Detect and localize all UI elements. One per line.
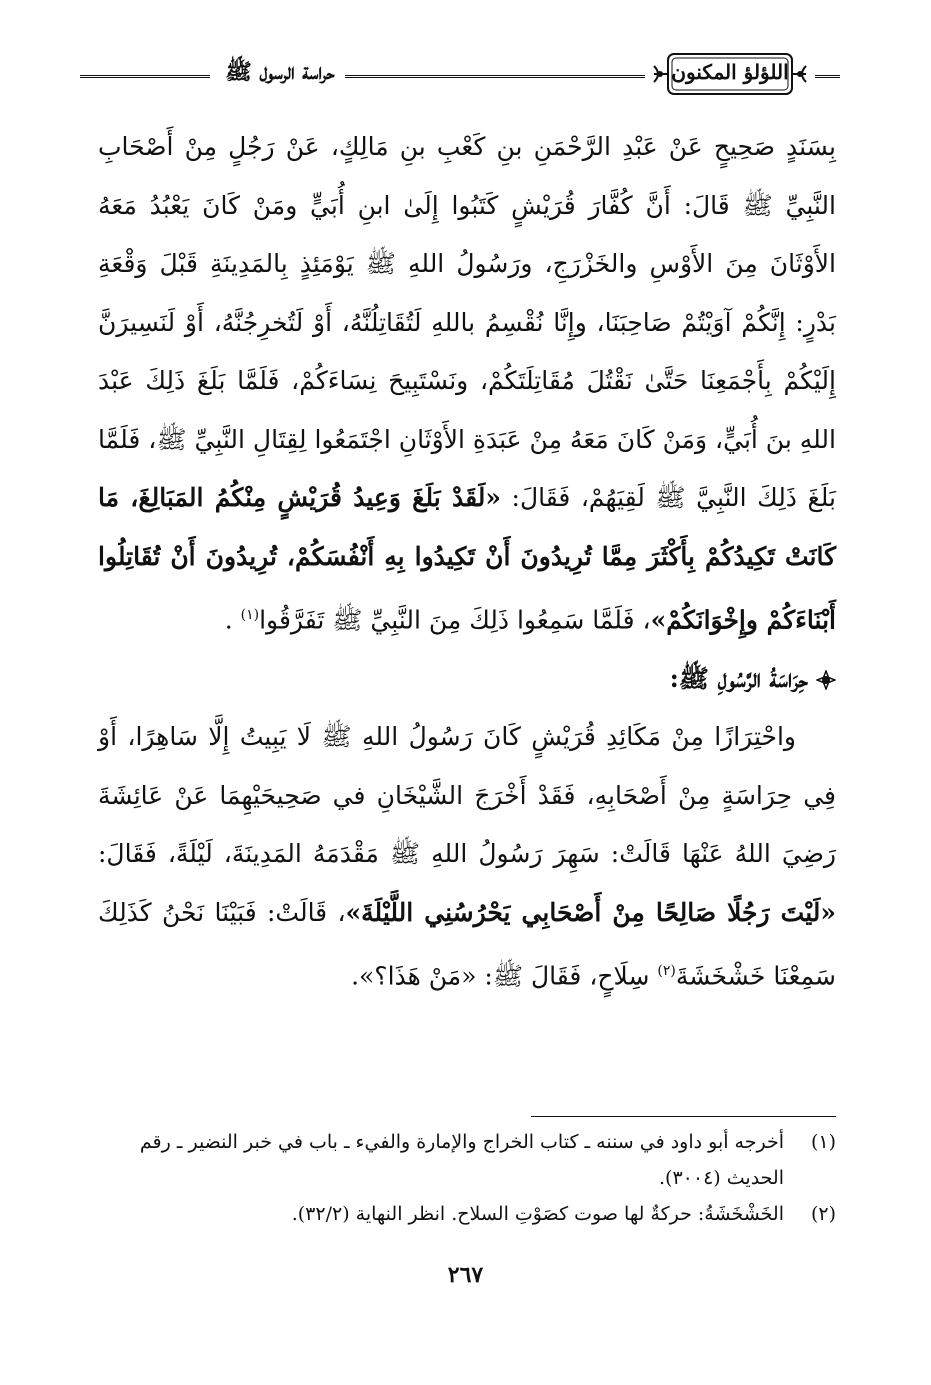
section-heading [98,650,836,709]
ornament-bullet-icon [816,670,836,690]
page-number: ٢٦٧ [447,1262,484,1288]
hadith-quote-2: «لَيْتَ رَجُلًا صَالِحًا مِنْ أَصْحَابِي يَحْرُسُنِي اللَّيْلَةَ» [345,897,836,927]
footnote-1 [98,1124,836,1196]
footnote-ref-2[interactable]: (٢) [657,963,676,980]
section-heading-text: حِرَاسَةُ الرَّسُولِ ﷺ: [669,663,808,693]
footnotes [98,1124,836,1232]
paragraph-1-continuation: ، فَلَمَّا سَمِعُوا ذَلِكَ مِنَ النَّبِيِّ ﷺ تَفَرَّقُوا [259,605,651,635]
paragraph-1 [98,118,836,650]
header-rule-middle [345,75,645,78]
running-title: حراسة الرسول ﷺ [225,59,335,85]
paragraph-2-text: واحْتِرَازًا مِنْ مَكَائِدِ قُرَيْشٍ كَانَ رَسُولُ اللهِ ﷺ لَا يَبِيتُ إِلَّا سَاهِرًا، أَوْ فِي حِرَاسَةٍ مِنْ أَصْحَابِهِ، فَقَدْ أَخْرَجَ الشَّيْخَانِ في صَحِيحَيْهِمَا عَنْ عَائِشَةَ رَضِيَ اللهُ عَنْهَا قَالَتْ: سَهِرَ رَسُولُ اللهِ ﷺ مَقْدَمَهُ المَدِينَةَ، لَيْلَةً، فَقَالَ: [98,722,836,869]
footnote-separator [531,1116,836,1117]
header-rule-right [815,75,840,78]
main-text [98,118,836,1006]
book-title-badge [650,48,810,100]
footnote-ref-1[interactable]: (١) [240,607,260,623]
paragraph-1-text: بِسَنَدٍ صَحِيحٍ عَنْ عَبْدِ الرَّحْمَنِ بنِ كَعْبِ بنِ مَالِكٍ، عَنْ رَجُلٍ مِنْ أَصْحَابِ النَّبِيِّ ﷺ قَالَ: أَنَّ كُفَّارَ قُرَيْشٍ كَتَبُوا إِلَىٰ ابنِ أُبَيٍّ ومَنْ كَانَ يَعْبُدُ مَعَهُ الأَوْثَانَ مِنَ الأَوْسِ والخَزْرَجِ، ورَسُولُ اللهِ ﷺ يَوْمَئِذٍ بِالمَدِينَةِ قَبْلَ وَقْعَةِ بَدْرٍ: إِنَّكُمْ آوَيْتُمْ صَاحِبَنَا، وإِنَّا نُقْسِمُ باللهِ لَتُقَاتِلُنَّهُ، أَوْ لَتُخرِجُنَّهُ، أَوْ لَنَسِيرَنَّ إِلَيْكُمْ بِأَجْمَعِنَا حَتَّىٰ نَقْتُلَ مُقَاتِلَتَكُمْ، ونَسْتَبِيحَ نِسَاءَكُمْ، فَلَمَّا بَلَغَ ذَلِكَ عَبْدَ اللهِ بنَ أُبَيٍّ، وَمَنْ كَانَ مَعَهُ مِنْ عَبَدَةِ الأَوْثَانِ اجْتَمَعُوا لِقِتَالِ النَّبِيِّ ﷺ، فَلَمَّا بَلَغَ ذَلِكَ النَّبِيَّ ﷺ لَقِيَهُمْ، فَقَالَ: [98,132,836,512]
paragraph-1-end: . [224,605,241,635]
footnote-2-text: الخَشْخَشَةُ: حركةٌ لها صوت كصَوْتِ السلاح. انظر النهاية (٣٢/٢). [291,1203,784,1225]
paragraph-2-continuation: ، قَالَتْ: فَبَيْنَا نَحْنُ كَذَلِكَ سَمِعْنَا خَشْخَشَةَ [98,897,836,991]
header-rule-left [80,75,210,78]
hadith-quote-1: «لَقَدْ بَلَغَ وَعِيدُ قُرَيْشٍ مِنْكُمُ المَبَالِغَ، مَا كَانَتْ تَكِيدُكُمْ بِأَكْثَرَ مِمَّا تُرِيدُونَ أَنْ تَكِيدُوا بِهِ أَنْفُسَكُمْ، تُرِيدُونَ أَنْ تُقَاتِلُوا أَبْنَاءَكُمْ وإِخْوَانَكُمْ» [98,483,836,635]
footnote-1-text: أخرجه أبو داود في سننه ـ كتاب الخراج والإمارة والفيء ـ باب في خبر النضير ـ رقم الحديث (٣٠٠٤). [139,1131,784,1189]
footnote-1-number: (١) [810,1131,836,1153]
book-title: اللؤلؤ المكنون [671,60,789,84]
paragraph-2 [98,708,836,1006]
footnote-2-number: (٢) [810,1203,836,1225]
paragraph-2-end: سِلَاحٍ، فَقَالَ ﷺ: «مَنْ هَذَا؟». [351,961,658,991]
page-header [80,40,840,100]
footnote-2 [98,1196,836,1232]
